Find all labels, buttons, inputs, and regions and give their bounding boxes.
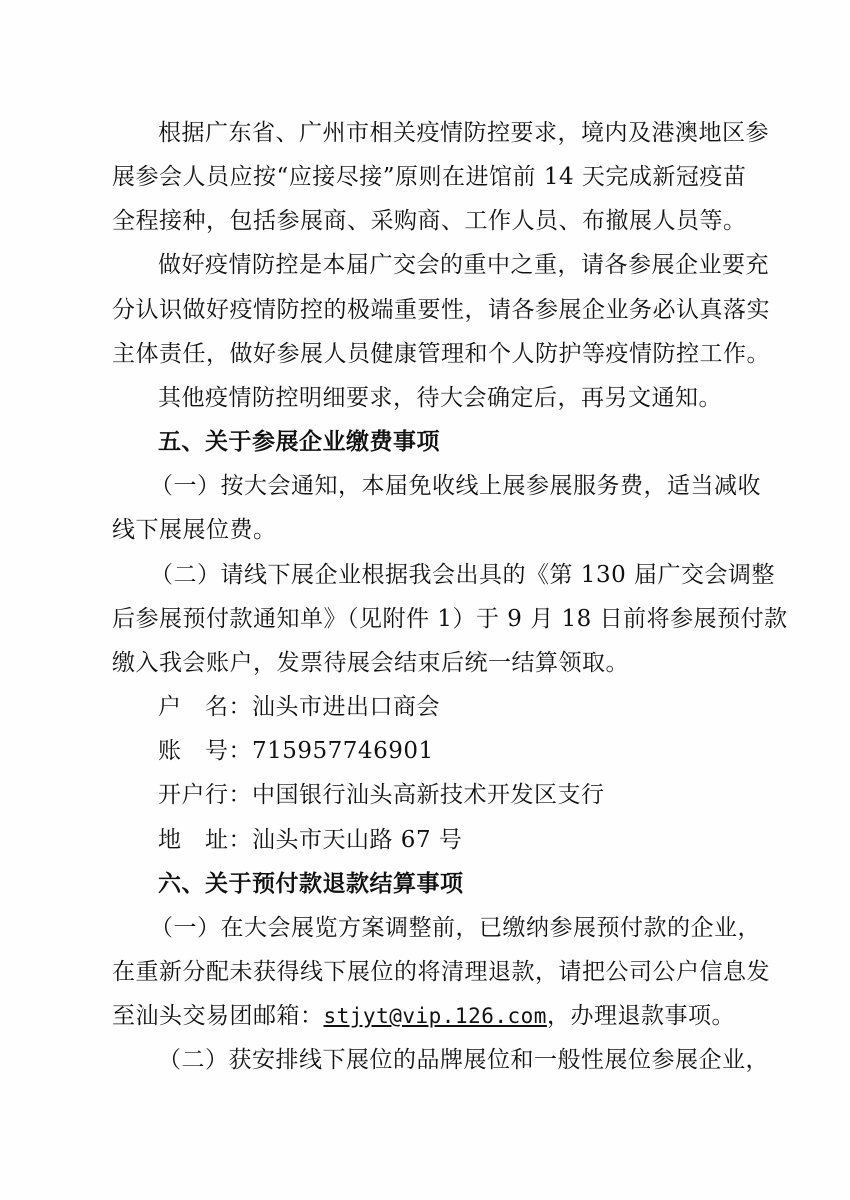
email-link[interactable]: stjyt@vip.126.com xyxy=(323,1004,547,1028)
account-name-line: 户 名：汕头市进出口商会 xyxy=(158,694,440,720)
section-heading: 六、关于预付款退款结算事项 xyxy=(158,870,464,897)
paragraph-line: （二）获安排线下展位的品牌展位和一般性展位参展企业， xyxy=(158,1047,769,1073)
email-label: 至汕头交易团邮箱： xyxy=(112,1003,324,1029)
email-suffix: ，办理退款事项。 xyxy=(546,1003,735,1029)
paragraph-line: 主体责任，做好参展人员健康管理和个人防护等疫情防控工作。 xyxy=(112,341,770,367)
account-number-line: 账 号：715957746901 xyxy=(158,738,434,764)
paragraph-line: （一）按大会通知，本届免收线上展参展服务费，适当减收 xyxy=(150,473,761,499)
paragraph-line: 后参展预付款通知单》（见附件 1）于 9 月 18 日前将参展预付款 xyxy=(112,606,788,632)
paragraph-line: 缴入我会账户，发票待展会结束后统一结算领取。 xyxy=(112,650,629,676)
paragraph-line: 做好疫情防控是本届广交会的重中之重，请各参展企业要充 xyxy=(158,252,769,278)
paragraph-line: 分认识做好疫情防控的极端重要性，请各参展企业务必认真落实 xyxy=(112,297,770,323)
paragraph-line: 展参会人员应按“应接尽接”原则在进馆前 14 天完成新冠疫苗 xyxy=(112,164,747,190)
section-heading: 五、关于参展企业缴费事项 xyxy=(158,428,440,455)
email-paragraph-line xyxy=(112,1001,735,1031)
paragraph-line: 全程接种，包括参展商、采购商、工作人员、布撤展人员等。 xyxy=(112,208,747,234)
paragraph-line: 其他疫情防控明细要求，待大会确定后，再另文通知。 xyxy=(158,385,722,411)
address-line: 地 址：汕头市天山路 67 号 xyxy=(158,827,463,853)
paragraph-line: 根据广东省、广州市相关疫情防控要求，境内及港澳地区参 xyxy=(158,120,769,146)
paragraph-line: （一）在大会展览方案调整前，已缴纳参展预付款的企业， xyxy=(150,915,761,941)
paragraph-line: 线下展展位费。 xyxy=(112,517,277,543)
paragraph-line: 在重新分配未获得线下展位的将清理退款，请把公司公户信息发 xyxy=(112,959,770,985)
paragraph-line: （二）请线下展企业根据我会出具的《第 130 届广交会调整 xyxy=(150,562,776,588)
bank-line: 开户行：中国银行汕头高新技术开发区支行 xyxy=(158,782,605,808)
